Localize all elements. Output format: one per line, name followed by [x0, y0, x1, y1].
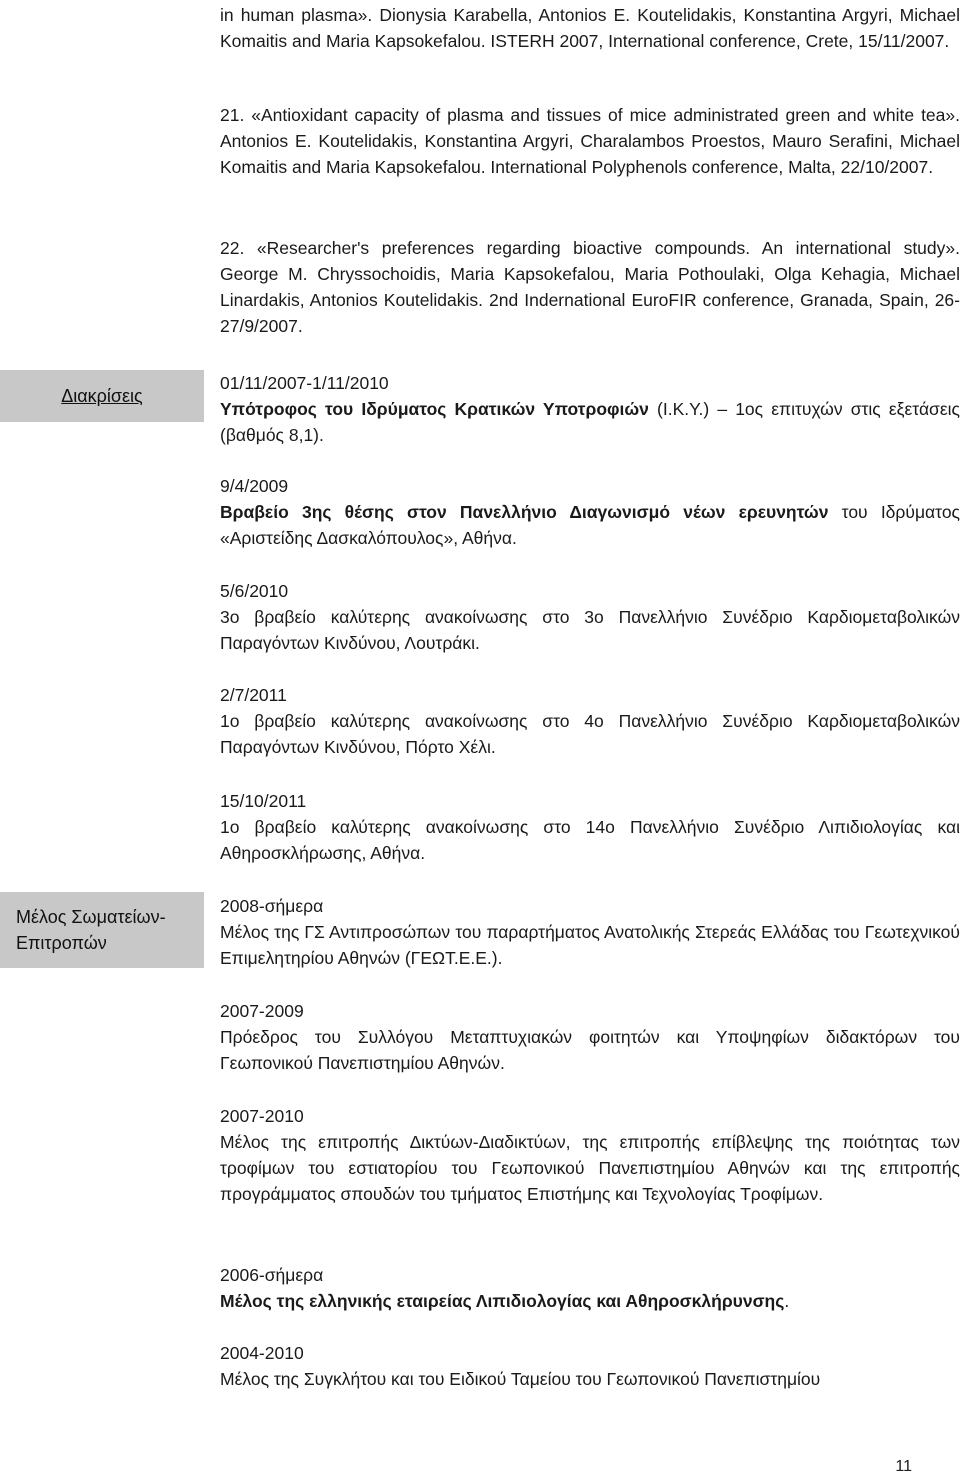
award-details: 1ο βραβείο καλύτερης ανακοίνωσης στο 14ο Πανελλήνιο Συνέδριο Λιπιδιολογίας και Αθηροσκλήρωσης, Αθήνα. [220, 817, 960, 863]
award-date: 2/7/2011 [220, 685, 287, 705]
membership-date: 2006-σήμερα [220, 1265, 324, 1285]
membership-details: Μέλος της επιτροπής Δικτύων-Διαδικτύων, της επιτροπής επίβλεψης της ποιότητας των τροφίμων του εστιατορίου του Γεωπονικού Πανεπιστημίου Αθηνών και της επιτροπής προγράμματος σπουδών του τμήματος Επιστήμης και Τεχνολογίας Τροφίμων. [220, 1132, 960, 1204]
award-details: 1ο βραβείο καλύτερης ανακοίνωσης στο 4ο Πανελλήνιο Συνέδριο Καρδιομεταβολικών Παραγόντων Κινδύνου, Πόρτο Χέλι. [220, 711, 960, 757]
publication-text: «Researcher's preferences regarding bioactive compounds. An international study». George M. Chryssochoidis, Maria Kapsokefalou, Maria Pothoulaki, Olga Kehagia, Michael Linardakis, Antonios Koutelidakis. 2nd Indernational EuroFIR conference, Granada, Spain, 26-27/9/2007. [220, 238, 960, 336]
membership-entry [220, 1340, 960, 1392]
membership-title: Μέλος της ελληνικής εταιρείας Λιπιδιολογίας και Αθηροσκλήρυνσης [220, 1291, 785, 1311]
publication-text: «Antioxidant capacity of plasma and tissues of mice administrated green and white tea». Antonios E. Koutelidakis, Konstantina Argyri, Charalambos Proestos, Mauro Serafini, Michael Komaitis and Maria Kapsokefalou. International Polyphenols conference, Malta, 22/10/2007. [220, 105, 960, 177]
publication-number: 22. [220, 238, 245, 258]
membership-label-text: Μέλος Σωματείων-Επιτροπών [16, 907, 166, 953]
membership-date: 2008-σήμερα [220, 896, 324, 916]
membership-date: 2004-2010 [220, 1343, 304, 1363]
award-entry [220, 788, 960, 866]
award-entry [220, 578, 960, 656]
membership-date: 2007-2010 [220, 1106, 304, 1126]
membership-entry [220, 1103, 960, 1207]
award-details: (Ι.Κ.Υ.) – 1ος επιτυχών στις εξετάσεις (βαθμός 8,1). [220, 399, 960, 445]
award-date: 9/4/2009 [220, 476, 289, 496]
award-entry [220, 682, 960, 760]
award-date: 15/10/2011 [220, 791, 307, 811]
awards-label-text: Διακρίσεις [61, 386, 143, 406]
publication-number: 21. [220, 105, 245, 125]
publication-entry-20-continued [220, 2, 960, 54]
publication-text: in human plasma». Dionysia Karabella, Antonios E. Koutelidakis, Konstantina Argyri, Michael Komaitis and Maria Kapsokefalou. ISTERH 2007, International conference, Crete, 15/11/2007. [220, 5, 960, 51]
award-title: Υπότροφος του Ιδρύματος Κρατικών Υποτροφιών [220, 399, 649, 419]
membership-entry [220, 1262, 960, 1314]
membership-section-label [0, 892, 204, 968]
award-title: Βραβείο 3ης θέσης στον Πανελλήνιο Διαγωνισμό νέων ερευνητών [220, 502, 829, 522]
membership-details: Μέλος της ΓΣ Αντιπροσώπων του παραρτήματος Ανατολικής Στερεάς Ελλάδας του Γεωτεχνικού Επιμελητηρίου Αθηνών (ΓΕΩΤ.Ε.Ε.). [220, 922, 960, 968]
award-details: του Ιδρύματος «Αριστείδης Δασκαλόπουλος», Αθήνα. [220, 502, 960, 548]
membership-details: . [784, 1291, 790, 1311]
membership-entry [220, 998, 960, 1076]
award-entry [220, 473, 960, 551]
award-entry [220, 370, 960, 448]
membership-details: Μέλος της Συγκλήτου και του Ειδικού Ταμείου του Γεωπονικού Πανεπιστημίου [220, 1369, 821, 1389]
membership-date: 2007-2009 [220, 1001, 304, 1021]
award-date: 01/11/2007-1/11/2010 [220, 373, 389, 393]
membership-details: Πρόεδρος του Συλλόγου Μεταπτυχιακών φοιτητών και Υποψηφίων διδακτόρων του Γεωπονικού Πανεπιστημίου Αθηνών. [220, 1027, 960, 1073]
page-number: 11 [895, 1458, 912, 1475]
award-date: 5/6/2010 [220, 581, 289, 601]
publication-entry-22 [220, 235, 960, 339]
membership-entry [220, 893, 960, 971]
award-details: 3ο βραβείο καλύτερης ανακοίνωσης στο 3ο Πανελλήνιο Συνέδριο Καρδιομεταβολικών Παραγόντων Κινδύνου, Λουτράκι. [220, 607, 960, 653]
publication-entry-21 [220, 102, 960, 180]
awards-section-label [0, 370, 204, 422]
